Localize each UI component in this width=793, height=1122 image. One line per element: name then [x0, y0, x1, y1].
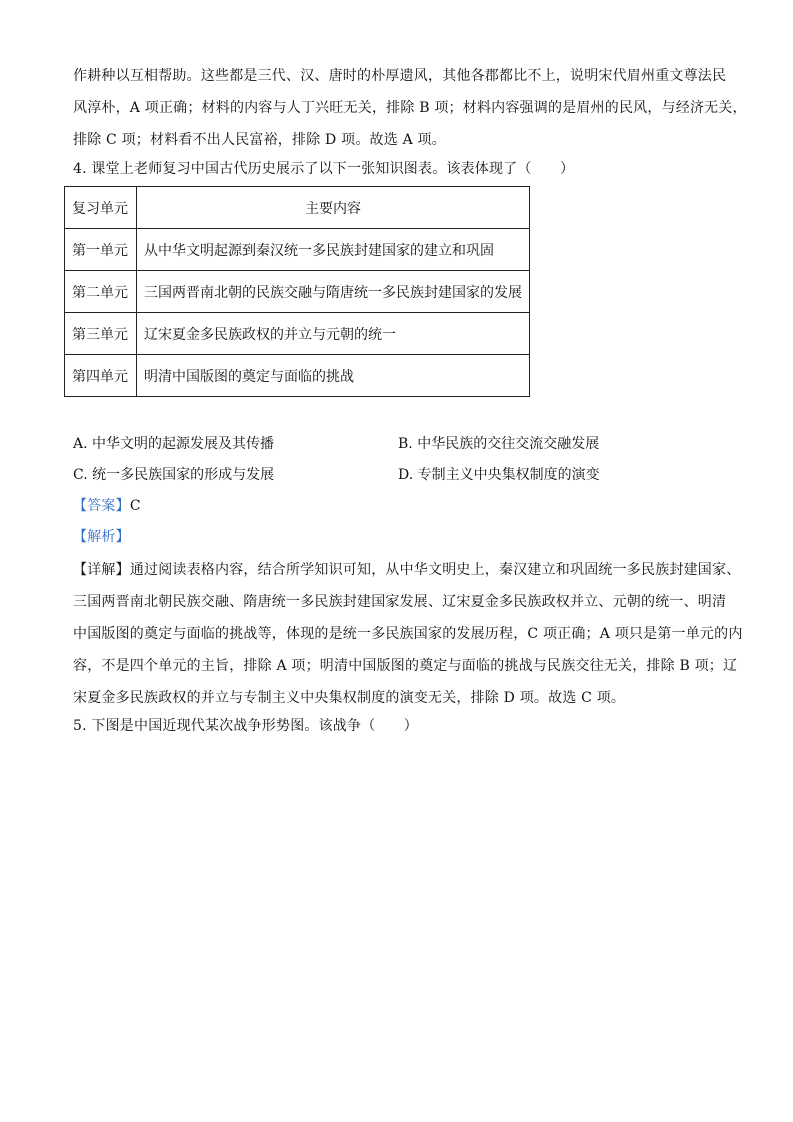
question-5-stem: 5. 下图是中国近现代某次战争形势图。该战争（ ）: [73, 718, 419, 734]
question-4-stem: 4. 课堂上老师复习中国古代历史展示了以下一张知识图表。该表体现了（ ）: [73, 161, 575, 177]
detail-line-3: 中国版图的奠定与面临的挑战等，体现的是统一多民族国家的发展历程，C 项正确；A 项只是第一单元的内: [73, 626, 743, 642]
option-a: A. 中华文明的起源发展及其传播: [73, 436, 275, 452]
table-cell-content: 辽宋夏金多民族政权的并立与元朝的统一: [137, 313, 530, 355]
detail-line-2: 三国两晋南北朝民族交融、隋唐统一多民族封建国家发展、辽宋夏金多民族政权并立、元朝的统一、明清: [73, 594, 727, 610]
answer-value: C: [129, 498, 141, 514]
option-d: D. 专制主义中央集权制度的演变: [398, 467, 600, 483]
table-header-row: [65, 187, 530, 229]
detail-label: 【详解】: [73, 562, 130, 578]
table-row: [65, 229, 530, 271]
detail-text: 通过阅读表格内容，结合所学知识可知，从中华文明史上，秦汉建立和巩固统一多民族封建国家、: [129, 562, 741, 578]
detail-line-4: 容，不是四个单元的主旨，排除 A 项；明清中国版图的奠定与面临的挑战与民族交往无关，排除 B 项；辽: [73, 658, 738, 674]
table-cell-content: 从中华文明起源到秦汉统一多民族封建国家的建立和巩固: [137, 229, 530, 271]
table-cell-unit: 第一单元: [65, 229, 137, 271]
table-cell-unit: 第三单元: [65, 313, 137, 355]
table-cell-content: 明清中国版图的奠定与面临的挑战: [137, 355, 530, 397]
intro-line-1: 作耕种以互相帮助。这些都是三代、汉、唐时的朴厚遗风，其他各郡都比不上，说明宋代眉州重文尊法民: [73, 68, 727, 84]
table-cell-unit: 第二单元: [65, 271, 137, 313]
intro-line-3: 排除 C 项；材料看不出人民富裕，排除 D 项。故选 A 项。: [73, 132, 446, 148]
table-cell-content: 三国两晋南北朝的民族交融与隋唐统一多民族封建国家的发展: [137, 271, 530, 313]
table-header-unit: 复习单元: [65, 187, 137, 229]
intro-line-2: 风淳朴，A 项正确；材料的内容与人丁兴旺无关，排除 B 项；材料内容强调的是眉州的民风，与经济无关，: [73, 100, 747, 116]
table-row: [65, 355, 530, 397]
table-cell-unit: 第四单元: [65, 355, 137, 397]
option-b: B. 中华民族的交往交流交融发展: [398, 436, 600, 452]
table-row: [65, 271, 530, 313]
analysis-line: [73, 527, 733, 547]
table-row: [65, 313, 530, 355]
answer-line: [73, 496, 733, 516]
answer-label: 【答案】: [73, 498, 130, 514]
analysis-label: 【解析】: [73, 529, 130, 545]
detail-line-1: [73, 560, 741, 580]
detail-line-5: 宋夏金多民族政权的并立与专制主义中央集权制度的演变无关，排除 D 项。故选 C 项。: [73, 690, 626, 706]
review-table: [64, 186, 530, 397]
option-c: C. 统一多民族国家的形成与发展: [73, 467, 275, 483]
table-header-content: 主要内容: [137, 187, 530, 229]
